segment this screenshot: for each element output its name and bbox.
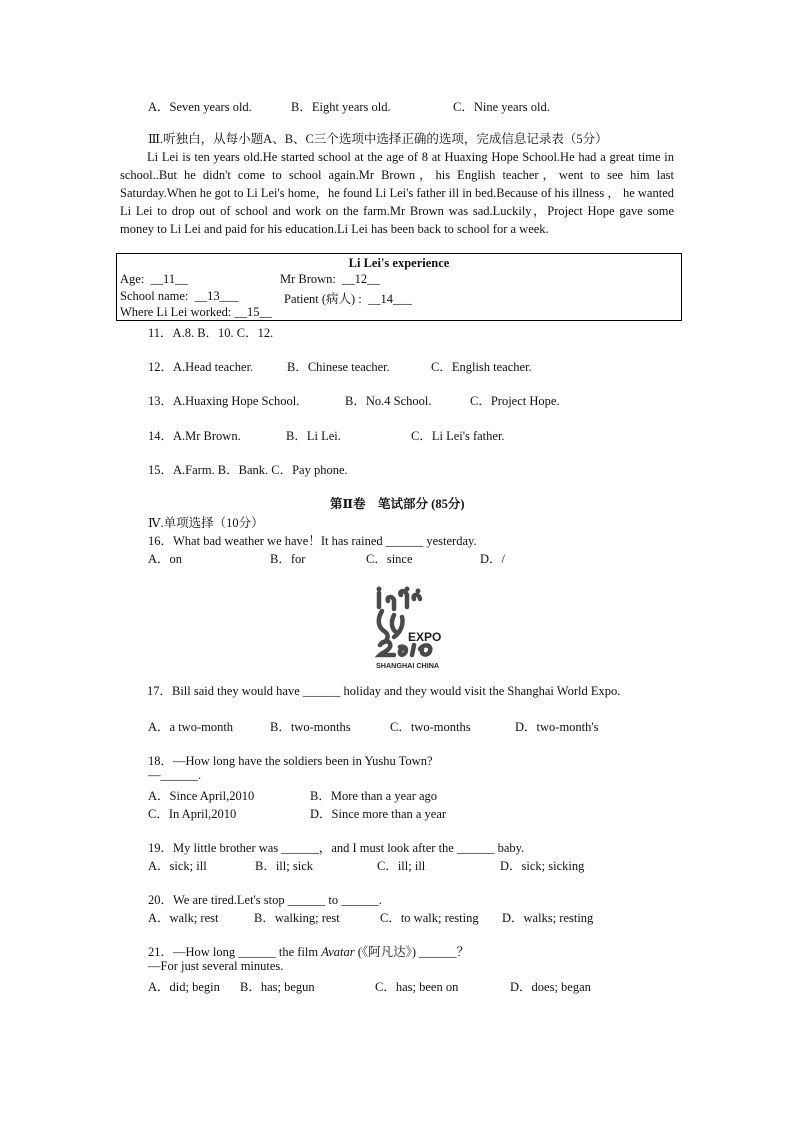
q16-option-b: B．for — [270, 552, 306, 566]
q13-option-b: B．No.4 School. — [345, 394, 432, 408]
table-patient: Patient (病人) : __14___ — [284, 292, 412, 306]
q20-option-a: A．walk; rest — [148, 911, 219, 925]
q19-option-c: C．ill; ill — [377, 859, 426, 873]
q16-option-d: D．/ — [480, 552, 506, 566]
expo-logo-text: EXPO — [408, 630, 442, 644]
q20-option-c: C．to walk; resting — [380, 911, 479, 925]
q21-option-d: D．does; began — [510, 980, 591, 994]
q18-option-a: A．Since April,2010 — [148, 789, 255, 803]
q20-stem: 20．We are tired.Let's stop ______ to ______. — [148, 893, 382, 907]
q10-option-a: A．Seven years old. — [148, 100, 252, 114]
q21-option-a: A．did; begin — [148, 980, 220, 994]
q16-option-a: A．on — [148, 552, 183, 566]
q13-option-c: C．Project Hope. — [470, 394, 560, 408]
q14-option-b: B．Li Lei. — [286, 429, 341, 443]
q18-option-d: D．Since more than a year — [310, 807, 447, 821]
table-mr-brown: Mr Brown: __12__ — [280, 272, 380, 286]
q15: 15．A.Farm. B．Bank. C．Pay phone. — [148, 463, 348, 477]
q17-option-c: C．two-months — [390, 720, 471, 734]
q21-reply: —For just several minutes. — [148, 959, 284, 973]
section3-heading: Ⅲ.听独白，从每小题A、B、C三个选项中选择正确的选项，完成信息记录表（5分） — [148, 132, 608, 146]
q10-option-b: B．Eight years old. — [291, 100, 391, 114]
q20-option-b: B．walking; rest — [254, 911, 340, 925]
expo-logo-city: SHANGHAI CHINA — [376, 661, 440, 670]
section3-passage-text: Li Lei is ten years old.He started school at the age of 8 at Huaxing Hope School.He had a great time in school..But he didn't come to school again.Mr Brown，his English teacher，went to see him last Saturday.When he got to Li Lei's home，he found Li Lei's father ill in bed.Because of his illness ， he wanted Li Lei to drop out of school and work on the farm.Mr Brown was sad.Luckily，Project Hope gave some money to Li Lei and paid for his education.Li Lei has been back to school for a week. — [120, 150, 674, 236]
q16-stem: 16．What bad weather we have！It has rained ______ yesterday. — [148, 534, 477, 548]
q21-stem-a: 21．—How long ______ the film — [148, 945, 322, 959]
q17-option-d: D．two-month's — [515, 720, 599, 734]
experience-table — [116, 253, 682, 321]
expo-logo-icon — [370, 585, 452, 671]
q21-film-title: Avatar — [321, 945, 355, 959]
q19-option-b: B．ill; sick — [255, 859, 313, 873]
q17-option-a: A．a two-month — [148, 720, 234, 734]
q12-option-a: 12．A.Head teacher. — [148, 360, 254, 374]
q13-option-a: 13．A.Huaxing Hope School. — [148, 394, 300, 408]
q19-option-a: A．sick; ill — [148, 859, 207, 873]
table-worked: Where Li Lei worked: __15__ — [120, 305, 273, 319]
q18-option-b: B．More than a year ago — [310, 789, 438, 803]
q11: 11．A.8. B．10. C．12. — [148, 326, 274, 340]
q19-stem: 19．My little brother was ______，and I must look after the ______ baby. — [148, 841, 525, 855]
q14-option-c: C．Li Lei's father. — [411, 429, 505, 443]
q20-option-d: D．walks; resting — [502, 911, 594, 925]
q17-option-b: B．two-months — [270, 720, 351, 734]
q19-option-d: D．sick; sicking — [500, 859, 585, 873]
q12-option-c: C．English teacher. — [431, 360, 532, 374]
table-age: Age: __11__ — [120, 272, 188, 286]
table-school-name: School name: __13___ — [120, 289, 239, 303]
q12-option-b: B．Chinese teacher. — [287, 360, 390, 374]
q21-stem — [148, 942, 469, 960]
experience-table-title: Li Lei's experience — [348, 256, 450, 270]
expo-2010-logo — [370, 585, 452, 671]
section3-passage — [120, 148, 674, 238]
q21-stem-b: (《阿凡达》) ______？ — [354, 945, 470, 959]
part2-title: 第Ⅱ卷 笔试部分 (85分) — [330, 497, 465, 511]
q18-reply: —______. — [148, 768, 202, 782]
q21-option-c: C．has; been on — [375, 980, 459, 994]
q16-option-c: C．since — [366, 552, 413, 566]
q18-stem: 18．—How long have the soldiers been in Yushu Town? — [148, 754, 433, 768]
section4-heading: Ⅳ.单项选择（10分） — [148, 516, 264, 530]
q18-option-c: C．In April,2010 — [148, 807, 237, 821]
q21-option-b: B．has; begun — [240, 980, 315, 994]
q10-option-c: C．Nine years old. — [453, 100, 550, 114]
q17-stem: 17．Bill said they would have ______ holiday and they would visit the Shanghai World Expo. — [147, 684, 621, 698]
q14-option-a: 14．A.Mr Brown. — [148, 429, 241, 443]
